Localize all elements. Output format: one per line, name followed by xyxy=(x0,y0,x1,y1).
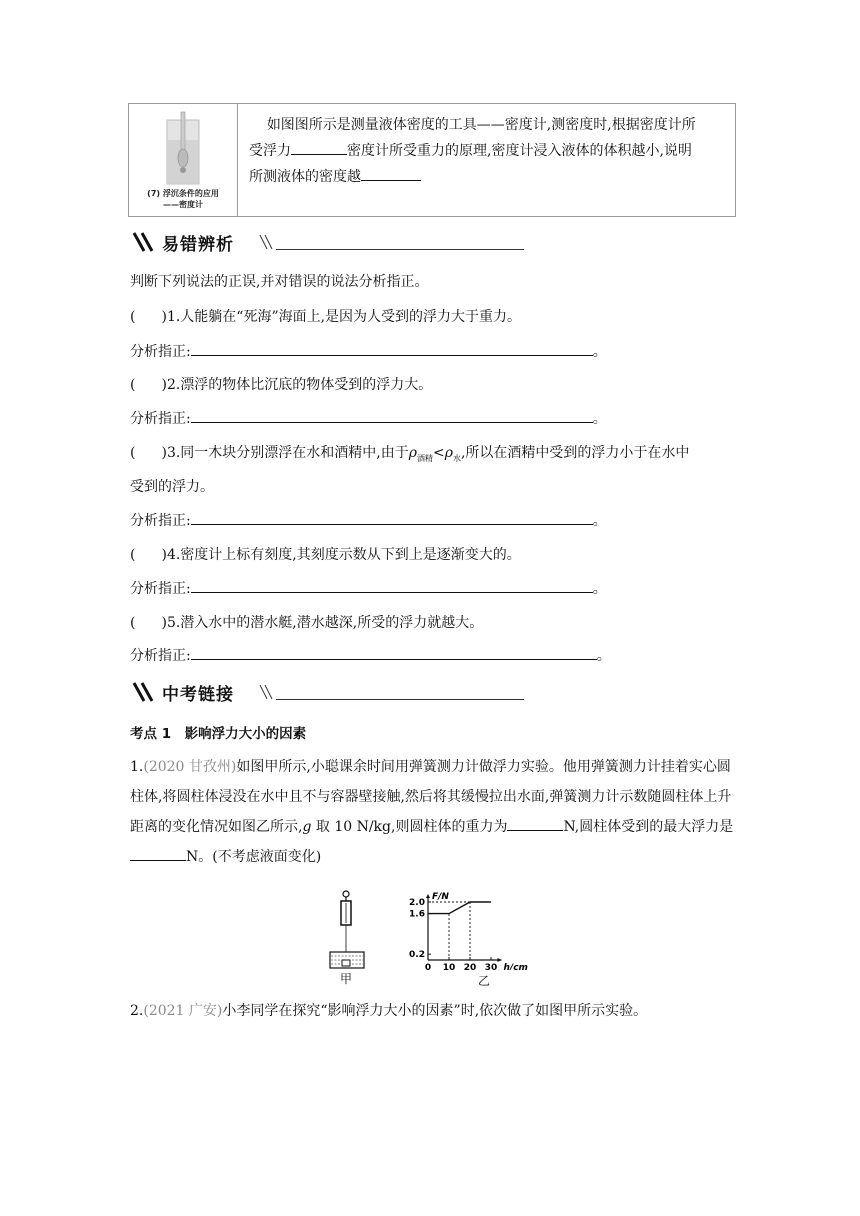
thin-slash-icon xyxy=(258,234,276,250)
question-1: ( )1.人能躺在“死海”海面上,是因为人受到的浮力大于重力。 xyxy=(130,309,522,325)
analysis-blank[interactable] xyxy=(191,578,593,593)
analysis-line: 分析指正: 。 xyxy=(130,408,607,428)
analysis-blank[interactable] xyxy=(191,341,593,356)
figure-1 xyxy=(328,890,538,988)
section-title: 中考链接 xyxy=(162,685,234,705)
hydrometer-illustration xyxy=(165,110,201,190)
answer-blank[interactable] xyxy=(361,166,421,181)
section-banner-yicuo xyxy=(130,230,530,254)
x-axis-label: h/cm xyxy=(503,963,528,970)
thin-slash-icon xyxy=(258,684,276,700)
question-5: ( )5.潜入水中的潜水艇,潜水越深,所受的浮力就越大。 xyxy=(130,615,484,631)
analysis-blank[interactable] xyxy=(191,510,593,525)
hydrometer-caption: (7) 浮沉条件的应用 ——密度计 xyxy=(147,189,219,209)
x-tick-label: 20 xyxy=(463,963,477,970)
analysis-line: 分析指正: 。 xyxy=(130,341,607,361)
y-axis-arrow xyxy=(426,894,430,898)
hydrometer-table xyxy=(128,103,736,217)
answer-blank[interactable] xyxy=(130,846,186,861)
double-slash-icon xyxy=(132,682,156,702)
y-axis-label: F/N xyxy=(432,892,449,902)
analysis-line: 分析指正: 。 xyxy=(130,645,611,665)
y-tick-label: 1.6 xyxy=(409,909,425,920)
analysis-line: 分析指正: 。 xyxy=(130,510,607,530)
spring-scale-diagram xyxy=(328,890,378,970)
double-slash-icon xyxy=(132,232,156,252)
y-tick-label: 0.2 xyxy=(409,950,425,961)
section-banner-zhongkao xyxy=(130,680,530,704)
answer-blank[interactable] xyxy=(507,816,563,831)
problem-2: 2.(2021 广安)小李同学在探究“影响浮力大小的因素”时,依次做了如图甲所示实验。 xyxy=(130,1003,648,1019)
x-tick-label: 0 xyxy=(424,963,432,970)
x-tick-label: 10 xyxy=(442,963,456,970)
analysis-blank[interactable] xyxy=(191,408,593,423)
force-height-chart xyxy=(400,890,540,970)
analysis-line: 分析指正: 。 xyxy=(130,578,607,598)
hydrometer-description: 如图图所示是测量液体密度的工具——密度计,测密度时,根据密度计所 受浮力 密度计所受重力的原理,密度计浸入液体的体积越小,说明 所测液体的密度越 xyxy=(249,117,696,185)
y-tick-label: 2.0 xyxy=(409,898,425,908)
answer-blank[interactable] xyxy=(291,140,347,155)
kaodian-title: 考点 1 影响浮力大小的因素 xyxy=(130,726,307,742)
figure-label-b: 乙 xyxy=(478,974,491,988)
analysis-blank[interactable] xyxy=(191,645,597,660)
question-3-cont: 受到的浮力。 xyxy=(130,479,214,495)
problem-1: 1.(2020 甘孜州)如图甲所示,小聪课余时间用弹簧测力计做浮力实验。他用弹簧测力计挂着实心圆柱体,将圆柱体浸没在水中且不与容器壁接触,然后将其缓慢拉出水面,弹簧测力计示数随圆柱体上升距离的变化情况如图乙所示,g 取 10 N/kg,则圆柱体的重力为 N,圆柱体受到的最大浮力是N。(不考虑液面变化) xyxy=(130,759,734,865)
figure-label-a: 甲 xyxy=(340,972,353,986)
section-title: 易错辨析 xyxy=(162,235,234,255)
data-line xyxy=(428,902,491,914)
x-axis-arrow xyxy=(498,958,502,962)
question-2: ( )2.漂浮的物体比沉底的物体受到的浮力大。 xyxy=(130,377,433,393)
question-4: ( )4.密度计上标有刻度,其刻度示数从下到上是逐渐变大的。 xyxy=(130,547,521,563)
x-tick-label: 30 xyxy=(484,963,498,970)
instruction: 判断下列说法的正误,并对错误的说法分析指正。 xyxy=(130,274,429,290)
question-3: ( )3.同一木块分别漂浮在水和酒精中,由于$\rho_{酒精}<\rho_水$,所以在酒精中受到的浮力小于在水中 xyxy=(130,445,690,463)
